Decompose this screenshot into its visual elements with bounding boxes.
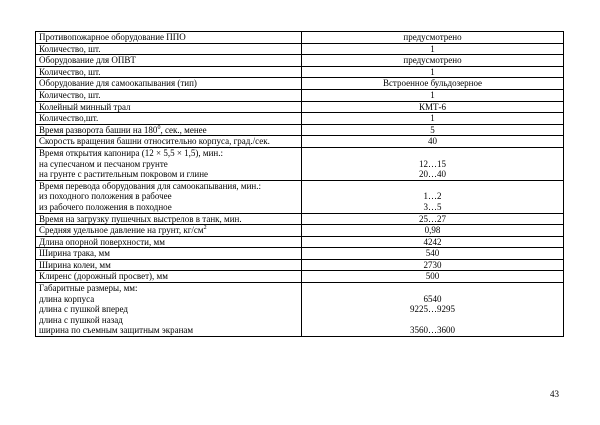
row-value: 4242 [302,236,564,248]
table-row [36,283,564,337]
row-value: 0,98 [302,225,564,237]
row-label: Колейный минный трал [36,101,302,113]
row-label [36,124,302,136]
row-label: Клиренс (дорожный просвет), мм [36,271,302,283]
row-label-suffix: , сек., менее [160,124,207,135]
row-label: Количество, шт. [36,66,302,78]
table-row [36,248,564,260]
row-value: 540 [302,248,564,260]
row-label: Противопожарное оборудование ППО [36,32,302,44]
table-row [36,236,564,248]
row-label-line: из походного положения в рабочее [39,191,172,202]
row-value-line: 12…15 [419,158,446,169]
table-row [36,101,564,113]
table-row [36,213,564,225]
row-value: КМТ-6 [302,101,564,113]
row-label: Ширина трака, мм [36,248,302,260]
table-row [36,259,564,271]
table-row [36,66,564,78]
row-value [302,147,564,180]
table-row [36,147,564,180]
row-value: 40 [302,136,564,148]
row-label-text: Средняя удельное давление на грунт, кг/см [39,225,204,236]
row-label: Скорость вращения башни относительно корпуса, град./сек. [36,136,302,148]
row-value: 1 [302,89,564,101]
row-label: Количество, шт. [36,89,302,101]
row-value [302,180,564,213]
row-value-line: 3…5 [423,201,442,212]
row-label-line: на грунте с растительным покровом и глине [39,169,209,180]
page-number: 43 [550,389,559,399]
row-value: 1 [302,66,564,78]
row-value: 1 [302,43,564,55]
row-label [36,180,302,213]
table-row [36,225,564,237]
row-label: Количество,шт. [36,113,302,125]
row-label-line: Габаритные размеры, мм: [39,283,138,294]
row-label-line: Время открытия капонира (12 × 5,5 × 1,5), мин.: [39,147,223,158]
row-label [36,147,302,180]
row-value: 25…27 [302,213,564,225]
degree-superscript: 0 [157,124,161,131]
table-row [36,32,564,44]
table-row [36,89,564,101]
row-label-line: ширина по съемным защитным экранам [39,325,194,336]
row-value: предусмотрено [302,32,564,44]
row-value-line: 20…40 [419,169,446,180]
row-label-line: длина с пушкой вперед [39,304,128,315]
row-value: 500 [302,271,564,283]
row-value-line: 6540 [423,293,442,304]
table-row [36,43,564,55]
row-label-line: длина с пушкой назад [39,314,123,325]
row-value: 2730 [302,259,564,271]
row-value-line [305,315,560,326]
row-label-line: на супесчаном и песчаном грунте [39,158,168,169]
row-value: 1 [302,113,564,125]
row-label-text: Время разворота башни на 180 [39,124,158,135]
row-label: Оборудование для ОПВТ [36,55,302,67]
row-value: предусмотрено [302,55,564,67]
squared-superscript: 2 [203,225,207,232]
row-value-line: 9225…9295 [410,304,455,315]
row-label-line: из рабочего положения в походное [39,201,172,212]
row-value: 5 [302,124,564,136]
table-row [36,55,564,67]
row-value: Встроенное бульдозерное [302,78,564,90]
row-label: Время на загрузку пушечных выстрелов в танк, мин. [36,213,302,225]
specifications-table [35,31,564,337]
table-row [36,136,564,148]
table-row [36,113,564,125]
row-label [36,283,302,337]
row-label [36,225,302,237]
row-label: Ширина колеи, мм [36,259,302,271]
row-label: Длина опорной поверхности, мм [36,236,302,248]
row-label-line: длина корпуса [39,293,95,304]
table-row [36,78,564,90]
table-row [36,180,564,213]
row-label: Оборудование для самоокапывания (тип) [36,78,302,90]
table-row [36,271,564,283]
row-label: Количество, шт. [36,43,302,55]
row-label-line: Время перевода оборудования для самоокапывания, мин.: [39,180,261,191]
row-value-line: 1…2 [423,191,442,202]
row-value [302,283,564,337]
row-value-line: 3560…3600 [410,325,455,336]
table-row [36,124,564,136]
